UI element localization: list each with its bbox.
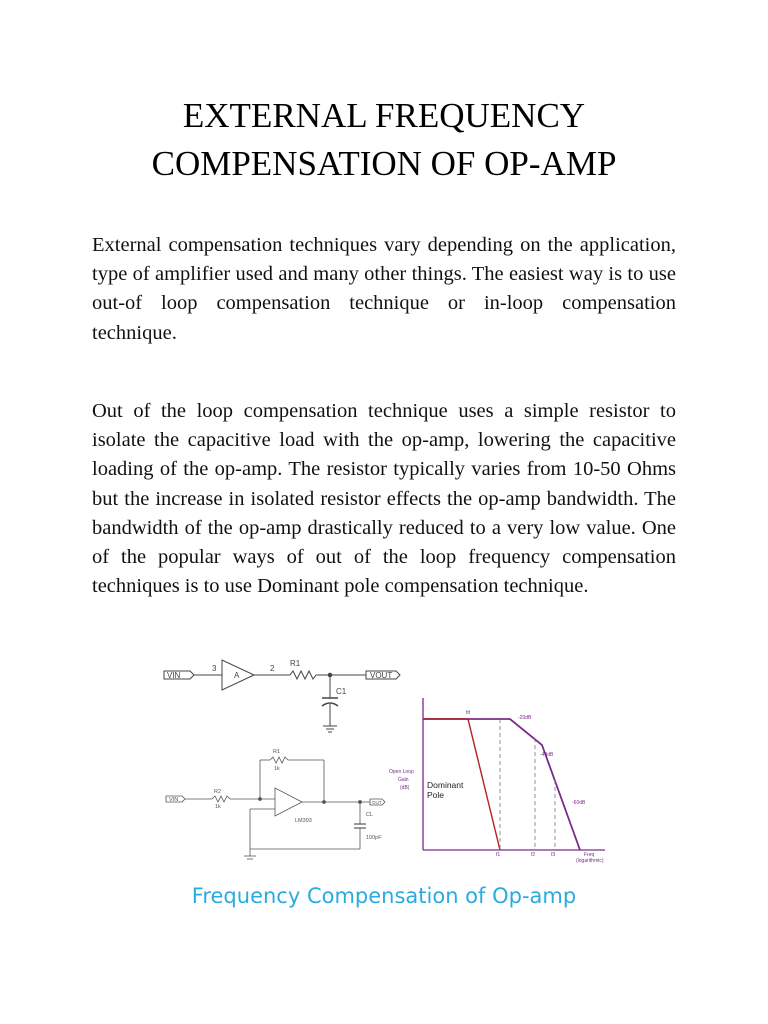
circuit2-r1-value: 1k <box>274 766 280 772</box>
dominant-pole-label-line2: Pole <box>427 790 445 800</box>
bode-ylabel-line3: (dB) <box>400 785 410 791</box>
bode-slope1-label: -20dB <box>518 715 532 721</box>
title-line-1: EXTERNAL FREQUENCY <box>182 96 586 135</box>
circuit1-vout-label: VOUT <box>370 671 393 680</box>
bode-plot <box>389 698 605 864</box>
circuit1-amp-label: A <box>234 671 240 680</box>
circuit2-r2-value: 1k <box>215 804 221 810</box>
page-title <box>60 92 708 188</box>
bode-slope3-label: -60dB <box>572 800 586 806</box>
bode-fd-label: fd <box>466 710 471 716</box>
dominant-pole-label-line1: Dominant <box>427 780 464 790</box>
circuit1-pin-in-label: 3 <box>212 664 217 673</box>
circuit2-out-label: OUT <box>372 800 382 805</box>
circuit1-c1-label: C1 <box>336 687 347 696</box>
circuit-lm393 <box>166 757 385 859</box>
bode-ylabel-line2: Gain <box>398 777 409 783</box>
bode-freq-scale-label: (logarithmic) <box>576 858 604 864</box>
resistor-r1 <box>290 671 316 679</box>
circuit2-r1-label: R1 <box>273 749 281 755</box>
bode-slope2-label: -40dB <box>540 752 554 758</box>
figure-caption: Frequency Compensation of Op-amp <box>191 884 577 908</box>
bode-f3-label: f3 <box>551 852 556 858</box>
circuit2-opamp-label: LM393 <box>295 818 312 824</box>
paragraph-2: Out of the loop compensation technique uses a simple resistor to isolate the capacitive load with the op-amp, lowering the capacitive loading of the op-amp. The resistor typically varies from 10-50 Ohms but the increase in isolated resistor effects the op-amp bandwidth. The bandwidth of the op-amp drastically reduced to a very low value. One of the popular ways of out of the loop frequency compensation techniques is to use Dominant pole compensation technique. <box>92 400 676 598</box>
circuit1-vin-label: VIN <box>167 671 181 680</box>
circuit2-cl-label: CL <box>366 812 374 818</box>
circuit2-r2-label: R2 <box>214 789 222 795</box>
opamp-symbol <box>275 788 302 816</box>
circuit-isolation-resistor <box>164 660 400 732</box>
resistor-r2 <box>212 796 230 802</box>
bode-freq-label: Freq <box>584 852 595 858</box>
title-line-2: COMPENSATION OF OP-AMP <box>151 144 617 183</box>
circuit2-vin-label: VIN <box>169 797 179 803</box>
corner-frequency-markers <box>500 719 555 850</box>
frequency-compensation-figure <box>150 650 620 880</box>
circuit1-pin-out-label: 2 <box>270 664 275 673</box>
bode-ylabel-line1: Open Loop <box>389 769 414 775</box>
circuit2-cl-value: 100pF <box>366 835 382 841</box>
bode-f1-label: f1 <box>496 852 501 858</box>
resistor-r1-feedback <box>270 757 288 763</box>
circuit1-r1-label: R1 <box>290 659 301 668</box>
bode-f2-label: f2 <box>531 852 536 858</box>
paragraph-1: External compensation techniques vary depending on the application, type of amplifier used and many other things. The easiest way is to use out-of loop compensation technique or in-loop compensation technique. <box>92 234 676 344</box>
